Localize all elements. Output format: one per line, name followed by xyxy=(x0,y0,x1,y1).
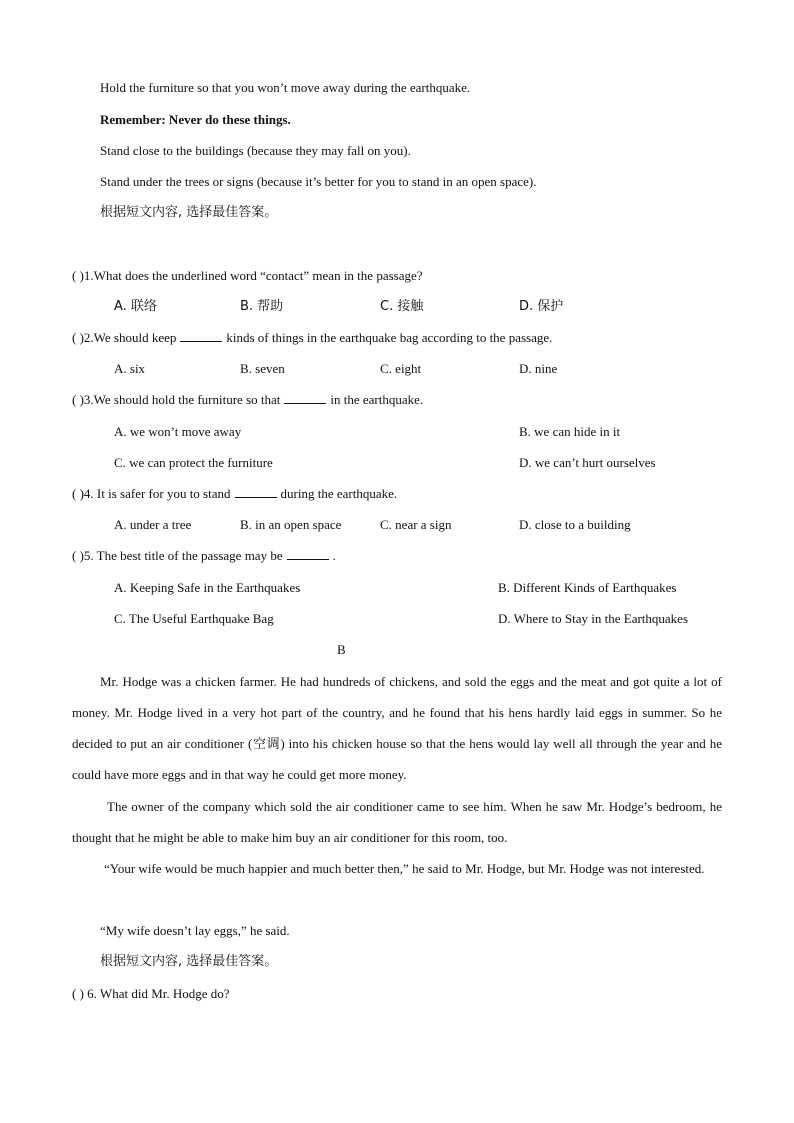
option-c: C. we can protect the furniture xyxy=(114,455,273,470)
question-5 xyxy=(72,548,336,564)
instruction-text: 根据短文内容, 选择最佳答案。 xyxy=(100,205,278,220)
option-d: D. nine xyxy=(519,361,558,376)
question-stem-end: kinds of things in the earthquake bag according to the passage. xyxy=(226,330,553,345)
answer-blank xyxy=(284,392,326,404)
intro-line-stand-under: Stand under the trees or signs (because it’s better for you to stand in an open space). xyxy=(100,174,537,189)
option-b: B. Different Kinds of Earthquakes xyxy=(498,580,677,595)
option-c: C. The Useful Earthquake Bag xyxy=(114,611,274,626)
option-a: A. six xyxy=(114,361,146,376)
option-a: A. Keeping Safe in the Earthquakes xyxy=(114,580,301,595)
option-b: B. we can hide in it xyxy=(519,424,621,439)
question-6 xyxy=(72,986,230,1002)
option-d: D. Where to Stay in the Earthquakes xyxy=(498,611,689,626)
option-c: C. eight xyxy=(380,361,422,376)
answer-paren: ( ) xyxy=(72,392,84,407)
question-2 xyxy=(72,330,552,346)
passage-paragraph-3: “Your wife would be much happier and much better then,” he said to Mr. Hodge, but Mr. Hodge was not interested. xyxy=(104,861,705,876)
question-stem: 4. It is safer for you to stand xyxy=(83,486,231,501)
answer-paren: ( ) xyxy=(72,986,84,1001)
remember-heading: Remember: Never do these things. xyxy=(100,112,291,127)
question-stem: 6. What did Mr. Hodge do? xyxy=(87,986,230,1001)
option-d: D. close to a building xyxy=(519,517,631,532)
section-heading: B xyxy=(337,642,346,657)
question-stem: 2.We should keep xyxy=(83,330,177,345)
question-stem-end: during the earthquake. xyxy=(280,486,398,501)
instruction-text: 根据短文内容, 选择最佳答案。 xyxy=(100,954,278,969)
answer-paren: ( ) xyxy=(72,486,84,501)
option-a: A. 联络 xyxy=(114,299,157,314)
option-a: A. under a tree xyxy=(114,517,192,532)
answer-paren: ( ) xyxy=(72,548,84,563)
question-stem-end: in the earthquake. xyxy=(330,392,424,407)
option-b: B. 帮助 xyxy=(240,299,284,314)
option-b: B. seven xyxy=(240,361,285,376)
intro-line-stand-close: Stand close to the buildings (because they may fall on you). xyxy=(100,143,411,158)
answer-paren: ( ) xyxy=(72,330,84,345)
answer-blank xyxy=(235,486,277,498)
answer-paren: ( ) xyxy=(72,268,84,283)
answer-blank xyxy=(180,330,222,342)
passage-paragraph-2: The owner of the company which sold the air conditioner came to see him. When he saw Mr. Hodge’s bedroom, he thought that he might be able to make him buy an air conditioner for this room, too. xyxy=(72,799,722,845)
option-a: A. we won’t move away xyxy=(114,424,242,439)
question-3 xyxy=(72,392,423,408)
option-d: D. we can’t hurt ourselves xyxy=(519,455,656,470)
answer-blank xyxy=(287,548,329,560)
question-stem-end: . xyxy=(332,548,336,563)
option-c: C. near a sign xyxy=(380,517,452,532)
passage-paragraph-4: “My wife doesn’t lay eggs,” he said. xyxy=(100,923,290,938)
option-c: C. 接触 xyxy=(380,299,424,314)
question-stem: 1.What does the underlined word “contact” mean in the passage? xyxy=(83,268,423,283)
question-stem: 5. The best title of the passage may be xyxy=(83,548,283,563)
question-1 xyxy=(72,268,423,284)
question-stem: 3.We should hold the furniture so that xyxy=(83,392,281,407)
passage-paragraph-1: Mr. Hodge was a chicken farmer. He had hundreds of chickens, and sold the eggs and the meat and got quite a lot of money. Mr. Hodge lived in a very hot part of the country, and he found that his hens hardly laid eggs in summer. So he decided to put an air conditioner (空调) into his chicken house so that the hens would lay well all through the year and he could have more eggs and in that way he could get more money. xyxy=(72,674,722,782)
question-4 xyxy=(72,486,397,502)
intro-line-hold-furniture: Hold the furniture so that you won’t move away during the earthquake. xyxy=(100,80,471,95)
option-b: B. in an open space xyxy=(240,517,342,532)
option-d: D. 保护 xyxy=(519,299,564,314)
